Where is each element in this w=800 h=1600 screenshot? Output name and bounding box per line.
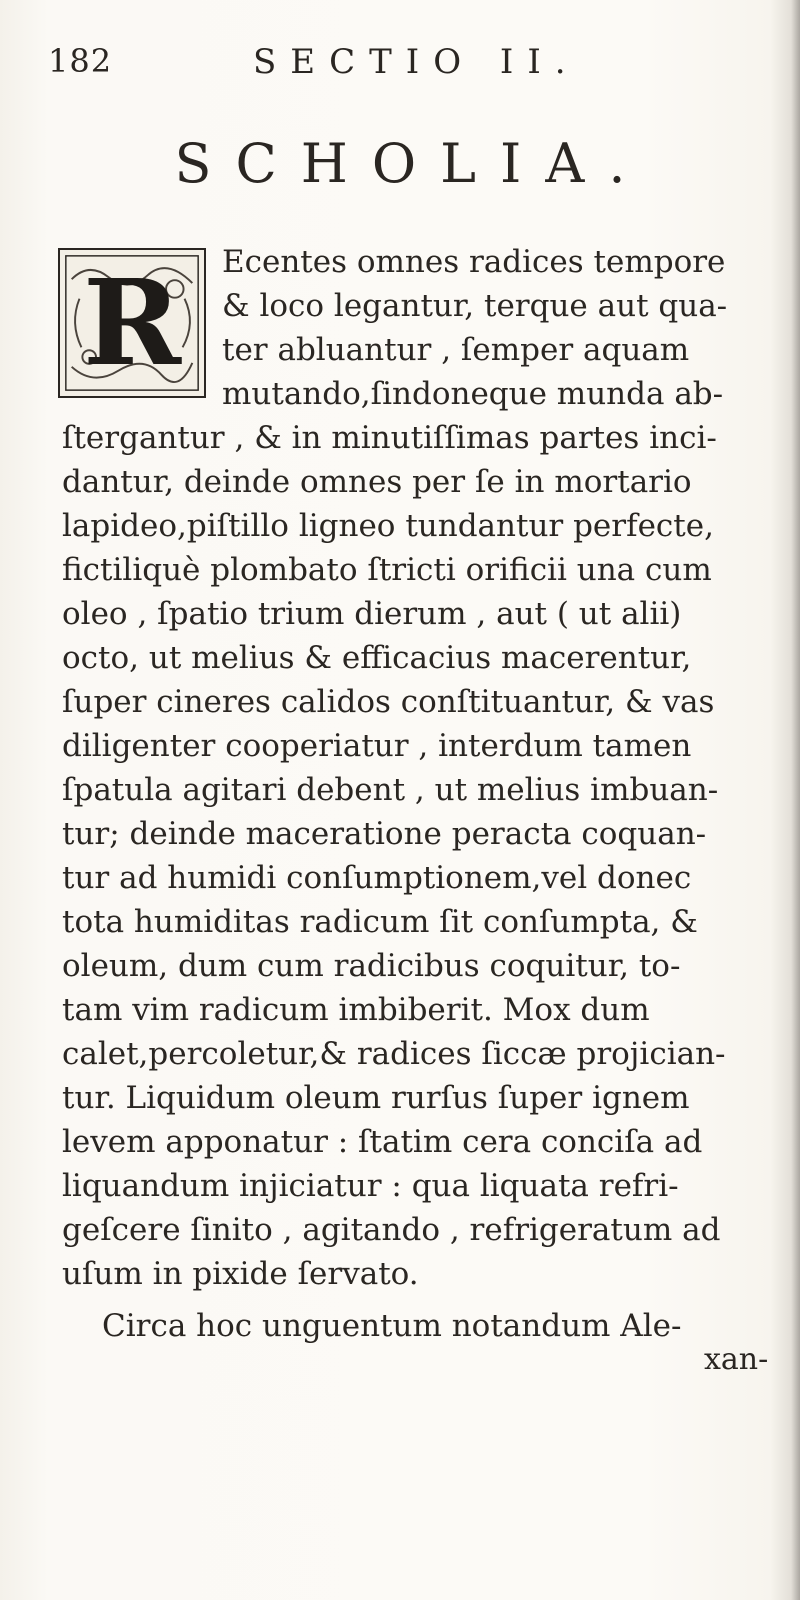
text-line: lapideo,piſtillo ligneo tundantur perfecte, [62,508,714,544]
text-line: mutando,ſindoneque munda ab- [222,376,724,412]
text-line: tam vim radicum imbiberit. Mox dum [62,992,650,1028]
text-line: Circa hoc unguentum notandum Ale- [102,1308,682,1344]
text-line: diligenter cooperiatur , interdum tamen [62,728,692,764]
text-line: ſtergantur , & in minutiſſimas partes inci- [62,420,717,456]
text-line: liquandum injiciatur : qua liquata refri- [62,1168,679,1204]
text-line: uſum in pixide ſervato. [62,1256,419,1292]
text-line: geſcere ſinito , agitando , refrigeratum ad [62,1212,721,1248]
text-line: levem apponatur : ſtatim cera conciſa ad [62,1124,703,1160]
page-number: 182 [48,42,113,80]
ornamental-initial-r-icon [58,248,206,398]
text-line: ſpatula agitari debent , ut melius imbuan- [62,772,719,808]
text-line: octo, ut melius & efficacius macerentur, [62,640,692,676]
text-line: calet,percoletur,& radices ſiccæ projician- [62,1036,726,1072]
text-line: oleum, dum cum radicibus coquitur, to- [62,948,681,984]
drop-cap-letter: R [82,253,182,392]
running-head: SECTIO II. [253,42,580,82]
text-line: ſuper cineres calidos conſtituantur, & vas [62,684,715,720]
text-line: tur ad humidi conſumptionem,vel donec [62,860,692,896]
text-line: tur; deinde maceratione peracta coquan- [62,816,707,852]
text-line: Ecentes omnes radices tempore [222,244,726,280]
page-header [48,42,768,92]
section-title-text: SCHOLIA. [174,132,650,195]
text-line: fictiliquè plombato ſtricti orificii una cum [62,552,712,588]
text-line: tota humiditas radicum ſit conſumpta, & [62,904,698,940]
section-title [0,132,800,195]
catchword: xan- [704,1342,769,1377]
text-line: dantur, deinde omnes per ſe in mortario [62,464,692,500]
page-gutter-shadow [770,0,800,1600]
text-line: tur. Liquidum oleum rurſus ſuper ignem [62,1080,690,1116]
text-line: oleo , ſpatio trium dierum , aut ( ut alii) [62,596,682,632]
text-line: ter abluantur , ſemper aquam [222,332,690,368]
text-line: & loco legantur, terque aut qua- [222,288,728,324]
